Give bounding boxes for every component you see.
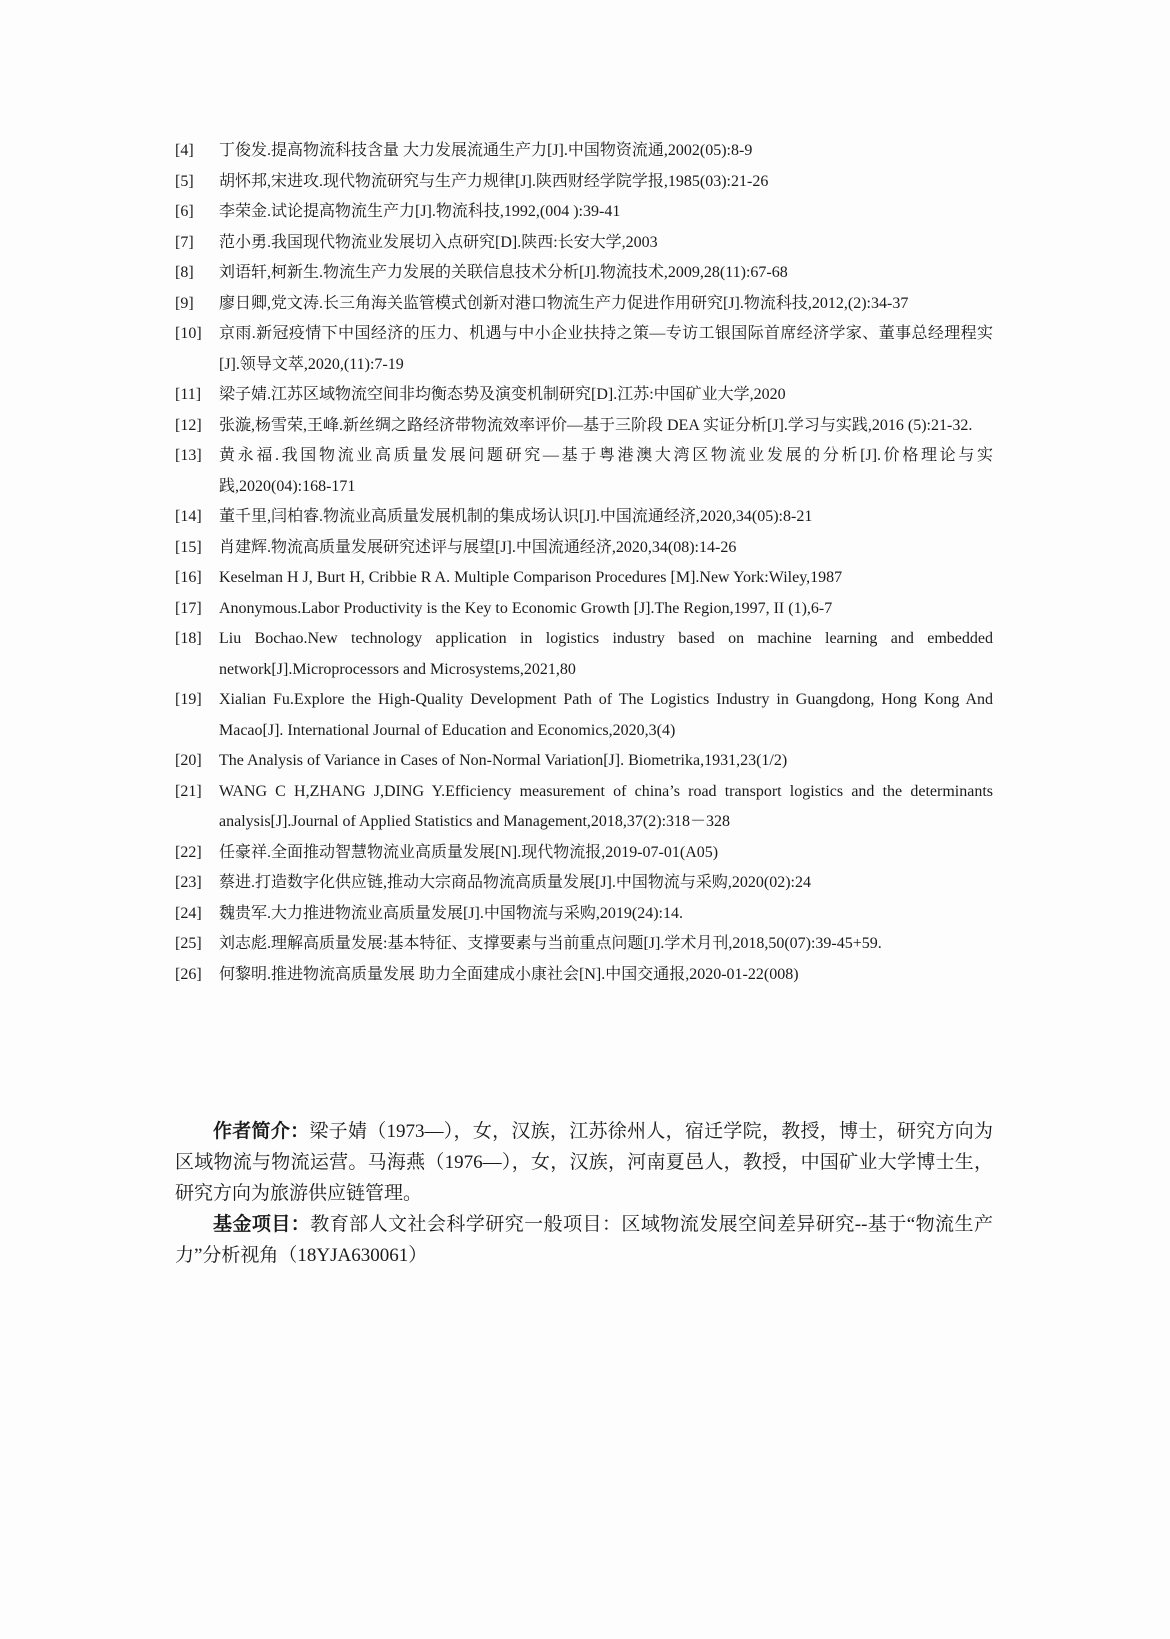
reference-item — [175, 899, 993, 930]
reference-number: [4] — [175, 142, 194, 159]
reference-text: 魏贵军.大力推进物流业高质量发展[J].中国物流与采购,2019(24):14. — [219, 904, 683, 922]
reference-item — [175, 563, 993, 594]
reference-text: 黄永福.我国物流业高质量发展问题研究—基于粤港澳大湾区物流业发展的分析[J].价格理论与实践,2020(04):168-171 — [219, 447, 993, 495]
reference-text: 刘志彪.理解高质量发展:基本特征、支撑要素与当前重点问题[J].学术月刊,2018,50(07):39-45+59. — [219, 935, 882, 952]
reference-item — [175, 258, 993, 289]
reference-number: [13] — [175, 447, 202, 464]
reference-text: Liu Bochao.New technology application in logistics industry based on machine learning and embedded network[J].Microprocessors and Microsystems,2021,80 — [219, 630, 993, 678]
reference-item — [175, 624, 993, 685]
reference-item — [175, 167, 993, 198]
reference-item — [175, 960, 993, 991]
reference-text: 刘语轩,柯新生.物流生产力发展的关联信息技术分析[J].物流技术,2009,28(11):67-68 — [219, 264, 788, 281]
reference-text: 何黎明.推进物流高质量发展 助力全面建成小康社会[N].中国交通报,2020-01-22(008) — [219, 965, 799, 983]
reference-item — [175, 868, 993, 899]
reference-list — [175, 136, 993, 990]
reference-item — [175, 411, 993, 442]
reference-text: 肖建辉.物流高质量发展研究述评与展望[J].中国流通经济,2020,34(08):14-26 — [219, 538, 737, 556]
reference-item — [175, 929, 993, 960]
reference-number: [20] — [175, 752, 202, 769]
reference-number: [18] — [175, 630, 202, 647]
reference-text: 梁子婧.江苏区域物流空间非均衡态势及演变机制研究[D].江苏:中国矿业大学,2020 — [219, 386, 786, 403]
reference-number: [6] — [175, 203, 194, 220]
reference-item — [175, 777, 993, 838]
reference-number: [16] — [175, 569, 202, 586]
reference-text: 范小勇.我国现代物流业发展切入点研究[D].陕西:长安大学,2003 — [219, 233, 658, 251]
reference-text: Anonymous.Labor Productivity is the Key to Economic Growth [J].The Region,1997, II (1),6-7 — [219, 599, 833, 617]
reference-text: 京雨.新冠疫情下中国经济的压力、机遇与中小企业扶持之策—专访工银国际首席经济学家、董事总经理程实[J].领导文萃,2020,(11):7-19 — [219, 325, 993, 373]
reference-text: 李荣金.试论提高物流生产力[J].物流科技,1992,(004 ):39-41 — [219, 203, 621, 220]
reference-text: 丁俊发.提高物流科技含量 大力发展流通生产力[J].中国物资流通,2002(05):8-9 — [219, 142, 753, 159]
reference-number: [17] — [175, 599, 202, 617]
reference-item — [175, 441, 993, 502]
author-bio-paragraph — [175, 1116, 993, 1209]
funding-paragraph — [175, 1209, 993, 1271]
reference-number: [10] — [175, 325, 202, 342]
reference-number: [23] — [175, 874, 202, 891]
funding-label: 基金项目： — [213, 1214, 311, 1235]
reference-item — [175, 197, 993, 228]
reference-number: [26] — [175, 965, 202, 983]
reference-text: 胡怀邦,宋进攻.现代物流研究与生产力规律[J].陕西财经学院学报,1985(03):21-26 — [219, 172, 769, 190]
reference-number: [22] — [175, 843, 202, 861]
reference-item — [175, 746, 993, 777]
reference-text: Keselman H J, Burt H, Cribbie R A. Multiple Comparison Procedures [M].New York:Wiley,1987 — [219, 569, 843, 586]
reference-item — [175, 502, 993, 533]
reference-item — [175, 319, 993, 380]
reference-number: [21] — [175, 782, 202, 800]
author-bio-text: 梁子婧（1973—），女，汉族，江苏徐州人，宿迁学院，教授，博士，研究方向为区域物流与物流运营。马海燕（1976—），女，汉族，河南夏邑人，教授，中国矿业大学博士生，研究方向为旅游供应链管理。 — [175, 1121, 993, 1204]
reference-number: [11] — [175, 386, 202, 403]
reference-number: [14] — [175, 508, 202, 525]
reference-number: [7] — [175, 233, 194, 251]
reference-text: Xialian Fu.Explore the High-Quality Development Path of The Logistics Industry in Guangdong, Hong Kong And Macao[J]. International Journal of Education and Economics,2020,3(4) — [219, 691, 993, 739]
reference-text: 张漩,杨雪荣,王峰.新丝绸之路经济带物流效率评价—基于三阶段 DEA 实证分析[J].学习与实践,2016 (5):21-32. — [219, 416, 973, 434]
reference-text: 蔡进.打造数字化供应链,推动大宗商品物流高质量发展[J].中国物流与采购,2020(02):24 — [219, 874, 811, 891]
reference-number: [24] — [175, 904, 202, 922]
reference-item — [175, 228, 993, 259]
reference-item — [175, 685, 993, 746]
reference-text: The Analysis of Variance in Cases of Non-Normal Variation[J]. Biometrika,1931,23(1/2) — [219, 752, 788, 769]
reference-number: [9] — [175, 294, 194, 312]
author-info-section — [175, 1116, 993, 1271]
author-bio-label: 作者简介： — [213, 1121, 310, 1142]
reference-item — [175, 594, 993, 625]
reference-number: [5] — [175, 172, 194, 190]
reference-number: [15] — [175, 538, 202, 556]
reference-number: [8] — [175, 264, 194, 281]
reference-item — [175, 838, 993, 869]
funding-text: 教育部人文社会科学研究一般项目：区域物流发展空间差异研究--基于“物流生产力”分析视角（18YJA630061） — [175, 1214, 993, 1266]
reference-item — [175, 136, 993, 167]
reference-number: [12] — [175, 416, 202, 434]
reference-item — [175, 533, 993, 564]
reference-number: [19] — [175, 691, 202, 708]
reference-item — [175, 380, 993, 411]
reference-text: WANG C H,ZHANG J,DING Y.Efficiency measurement of china’s road transport logistics and the determinants analysis[J].Journal of Applied Statistics and Management,2018,37(2):318－328 — [219, 782, 993, 830]
reference-text: 董千里,闫柏睿.物流业高质量发展机制的集成场认识[J].中国流通经济,2020,34(05):8-21 — [219, 508, 813, 525]
reference-number: [25] — [175, 935, 202, 952]
reference-text: 廖日卿,党文涛.长三角海关监管模式创新对港口物流生产力促进作用研究[J].物流科技,2012,(2):34-37 — [219, 294, 909, 312]
reference-item — [175, 289, 993, 320]
reference-text: 任豪祥.全面推动智慧物流业高质量发展[N].现代物流报,2019-07-01(A05) — [219, 843, 719, 861]
